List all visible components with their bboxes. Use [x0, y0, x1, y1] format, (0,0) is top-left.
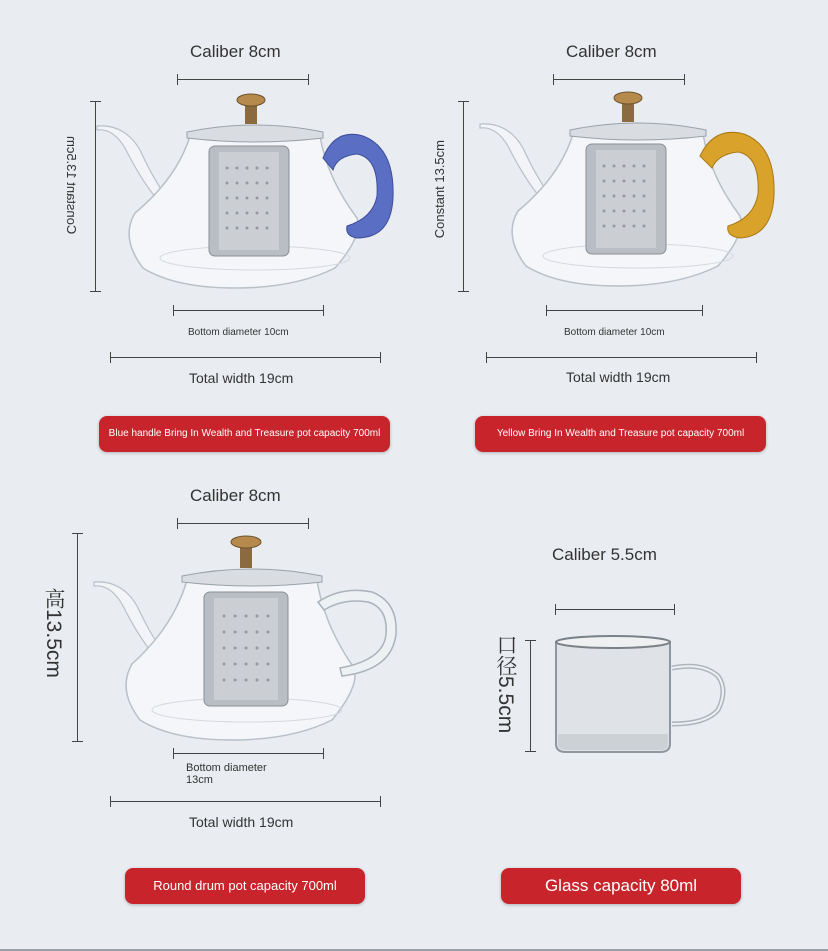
bottom-diameter-label: Bottom diameter 10cm: [564, 327, 665, 338]
total-width-label: Total width 19cm: [189, 814, 294, 830]
height-dimension-line: [463, 101, 464, 292]
glass-cup-image: [552, 630, 732, 760]
caliber-label: Caliber 8cm: [190, 486, 281, 505]
bottom-diameter-label: Bottom diameter 13cm: [186, 762, 267, 786]
caliber-label: Caliber 8cm: [566, 42, 657, 61]
bottom-dimension-line: [546, 310, 703, 311]
width-dimension-line: [110, 357, 381, 358]
bottom-dimension-line: [173, 753, 324, 754]
width-dimension-line: [486, 357, 757, 358]
width-dimension-line: [110, 801, 381, 802]
caliber-dimension-line: [553, 79, 685, 80]
caliber-dimension-line: [177, 523, 309, 524]
capacity-badge: Glass capacity 80ml: [501, 868, 741, 904]
teapot-yellow-handle-image: [478, 86, 783, 291]
bottom-diameter-label: Bottom diameter 10cm: [188, 327, 289, 338]
total-width-label: Total width 19cm: [189, 370, 294, 386]
height-label: 口径5.5cm: [494, 634, 517, 734]
height-label: 高13.5cm: [42, 588, 65, 678]
height-dimension-line: [530, 640, 531, 752]
capacity-badge: Yellow Bring In Wealth and Treasure pot capacity 700ml: [475, 416, 766, 452]
caliber-label: Caliber 8cm: [190, 42, 281, 61]
height-dimension-line: [77, 533, 78, 742]
caliber-label: Caliber 5.5cm: [552, 545, 657, 564]
total-width-label: Total width 19cm: [566, 369, 671, 385]
height-label: Constant 13.5cm: [432, 140, 447, 239]
teapot-blue-handle-image: [95, 88, 400, 293]
height-label: Constant 13.5cm: [64, 136, 79, 235]
caliber-dimension-line: [555, 609, 675, 610]
capacity-badge: Round drum pot capacity 700ml: [125, 868, 365, 904]
capacity-badge: Blue handle Bring In Wealth and Treasure pot capacity 700ml: [99, 416, 390, 452]
caliber-dimension-line: [177, 79, 309, 80]
bottom-dimension-line: [173, 310, 324, 311]
teapot-round-drum-image: [92, 530, 402, 745]
